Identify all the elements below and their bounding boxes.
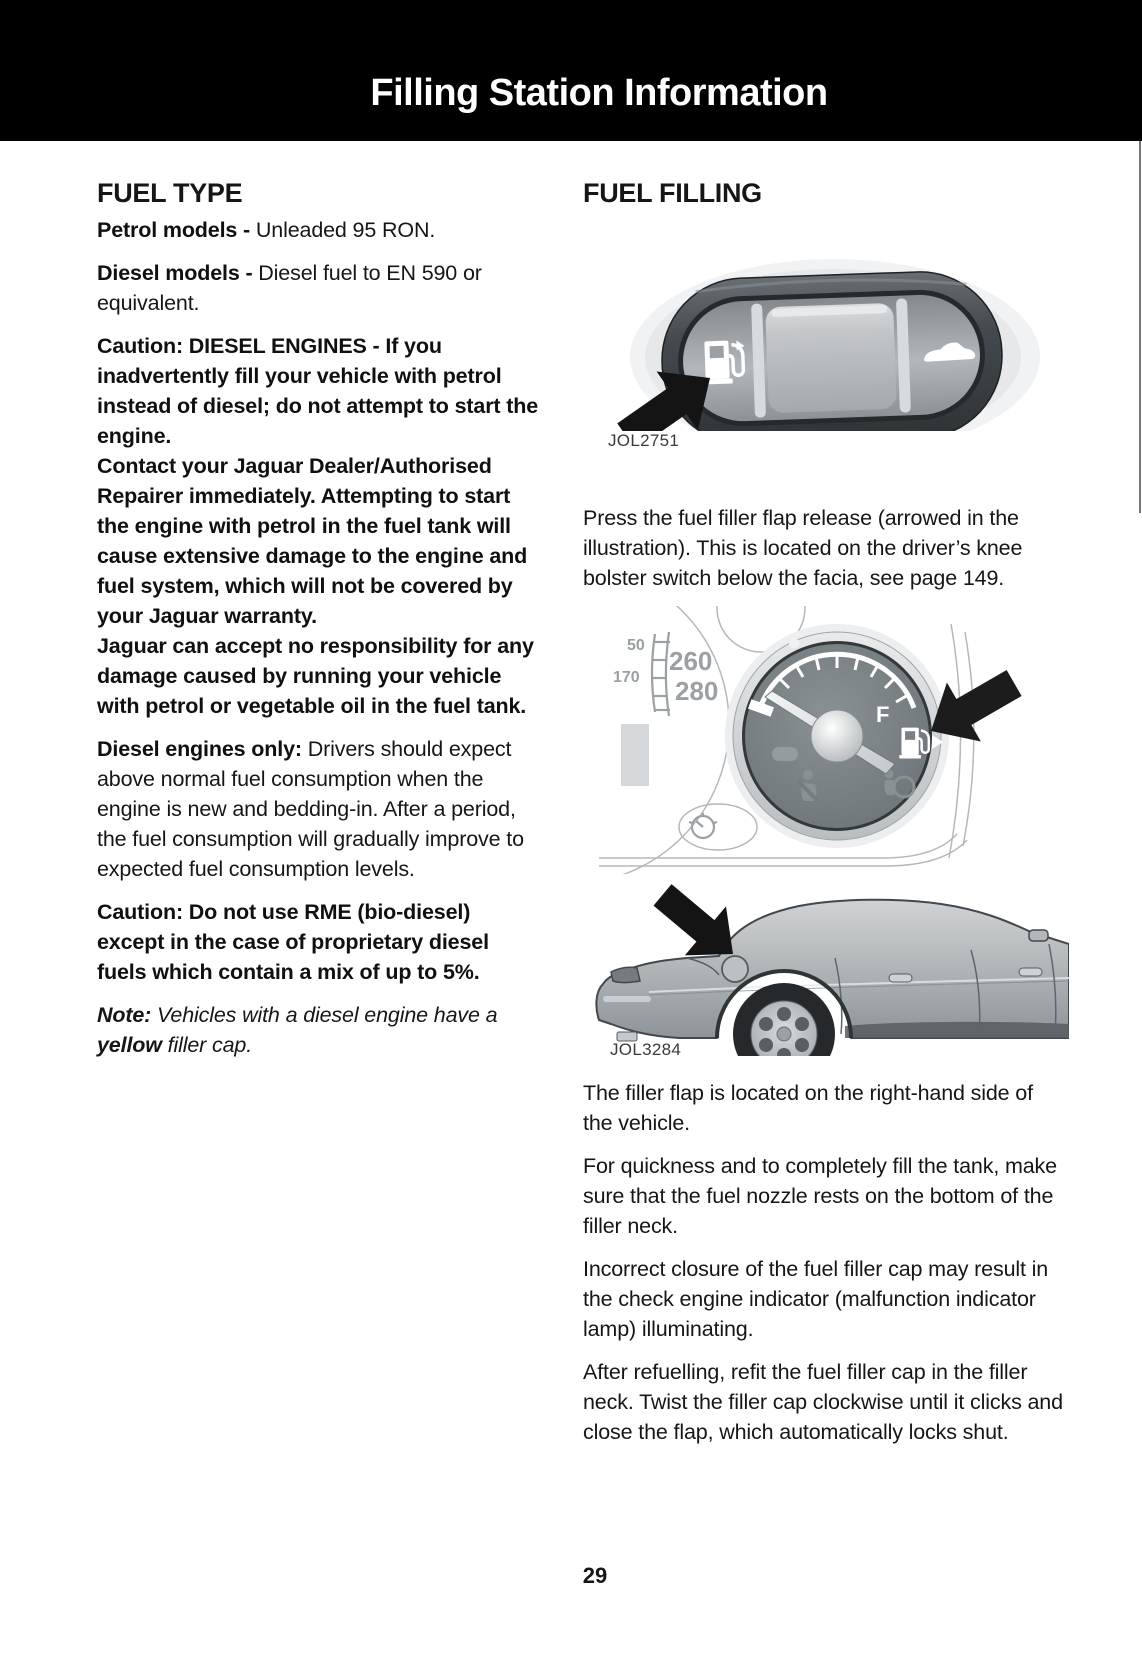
right-column [583,178,1063,1460]
switch-panel [659,269,1005,431]
note-text-2: filler cap. [161,1033,253,1057]
figure-car-filler-location [583,874,1063,1064]
car-illustration [583,874,1069,1056]
caution-line: Caution: DIESEL ENGINES - If you inadvertently fill your vehicle with petrol instead of diesel; do not attempt to start the engine. [97,334,539,448]
rear-wheel [733,983,835,1056]
speedometer-fragment [613,632,718,716]
rocker-panel [845,1022,1069,1038]
figure-fuel-gauge-cluster [583,606,1063,874]
car-side-view [596,900,1069,1056]
switch-panel-illustration [583,245,1053,431]
cruise-gauge-icon [689,813,717,838]
section-heading-fuel-filling: FUEL FILLING [583,178,762,208]
paragraph-flap-location: The filler flap is located on the right-hand side of the vehicle. [583,1081,1033,1135]
door-handle [889,974,912,982]
speedo-number: 260 [669,646,713,676]
note-text-1: Vehicles with a diesel engine have a [157,1003,498,1027]
lead-in-diesel: Diesel models - [97,261,259,285]
note-bold-word: yellow [97,1033,162,1057]
car-body [596,900,1069,1038]
figure-filler-flap-release-switch [583,245,1063,451]
left-column [97,178,543,1073]
page-number: 29 [582,1563,608,1588]
blank-button [765,303,897,413]
section-heading-fuel-type: FUEL TYPE [97,178,243,208]
lcd-display-block [621,724,649,786]
paragraph-incorrect-closure: Incorrect closure of the fuel filler cap may result in the check engine indicator (malfunction indicator lamp) illuminating. [583,1257,1049,1341]
wing-mirror [1029,930,1048,941]
petrol-text: Unleaded 95 RON. [255,218,436,242]
page-title: Filling Station Information [370,72,828,114]
caution-line: Jaguar can accept no responsibility for any damage caused by running your vehicle with petrol or vegetable oil in the fuel tank. [97,634,534,718]
needle-hub [811,710,863,762]
scan-edge-artifact [1139,141,1141,513]
diesel-only-text: Drivers should expect above normal fuel consumption when the engine is new and bedding-in. After a period, the fuel consumption will gradually improve to expected fuel consumption levels. [97,737,524,881]
paragraph-petrol-models [97,215,543,245]
door-handle [1019,968,1042,976]
speedo-number: 50 [627,637,645,654]
lead-in-diesel-only: Diesel engines only: [97,737,308,761]
paragraph-diesel-models [97,258,543,318]
paragraph-press-release: Press the fuel filler flap release (arrowed in the illustration). This is located on the driver’s knee bolster switch below the facia, see page 149. [583,506,1023,590]
tail-light [611,967,640,982]
paragraph-quickness: For quickness and to completely fill the tank, make sure that the fuel nozzle rests on the bottom of the filler neck. [583,1154,1057,1238]
note-yellow-cap [97,1000,543,1060]
figure-caption: JOL2751 [608,431,680,450]
caution-rme: Caution: Do not use RME (bio-diesel) except in the case of proprietary diesel fuels which contain a mix of up to 5%. [97,900,489,984]
caution-line: Contact your Jaguar Dealer/Authorised Repairer immediately. Attempting to start the engine with petrol in the fuel tank will cause extensive damage to the engine and fuel system, which will not be covered by your Jaguar warranty. [97,454,528,628]
fuel-gauge [725,624,949,848]
page-header-banner [0,0,1142,141]
speedo-number: 280 [675,676,719,706]
lead-in-petrol: Petrol models - [97,218,256,242]
speedo-number: 170 [613,669,640,686]
bezel-notch [789,638,799,648]
telltale-pill [772,747,798,761]
paragraph-after-refuelling: After refuelling, refit the fuel filler cap in the filler neck. Twist the filler cap clockwise until it clicks and close the flap, which automatically locks shut. [583,1360,1063,1444]
fuel-gauge-illustration [583,606,1063,874]
note-label: Note: [97,1003,158,1027]
fuel-filler-flap [722,956,748,982]
diesel-text: Diesel fuel to EN 590 or equivalent. [97,261,482,315]
figure-caption: JOL3284 [610,1040,682,1059]
caution-diesel-engines-block [97,331,543,721]
paragraph-diesel-engines-only [97,734,543,884]
bumper-strip [603,996,651,1002]
full-label: F [876,702,890,727]
